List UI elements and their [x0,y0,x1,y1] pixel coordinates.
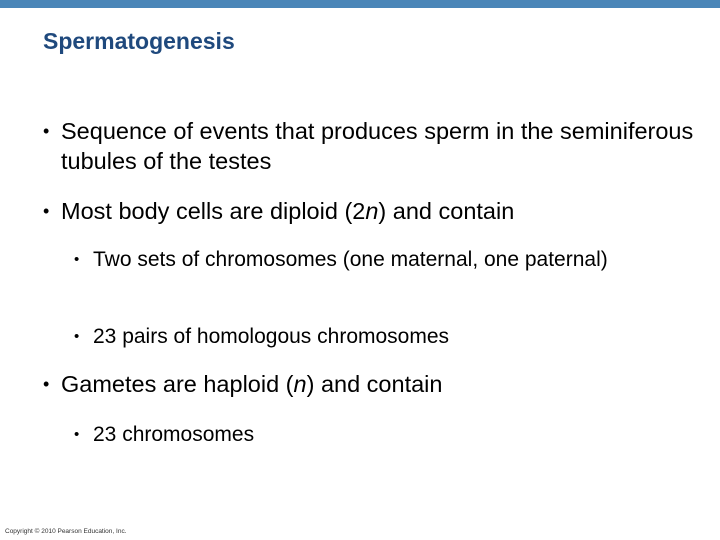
bullet-text [93,323,704,350]
bullet-text [61,369,703,399]
bullet-text-part: 23 chromosomes [93,423,255,446]
bullet-dot-icon: • [43,374,50,394]
bullet-text-part: Gametes are haploid ( [61,371,294,397]
bullet-gametes-haploid [43,369,703,399]
subbullet-two-sets-chromosomes [74,246,704,273]
bullet-dot-icon: • [43,201,50,221]
bullet-text [61,196,703,226]
bullet-text [93,246,704,273]
bullet-text [61,116,703,176]
slide-title: Spermatogenesis [43,28,235,54]
bullet-text-part: Sequence of events that produces sperm in the seminiferous tubules of the testes [61,118,694,174]
bullet-text [93,421,704,448]
italic-n: n [365,198,379,224]
bullet-sequence-of-events [43,116,703,176]
bullet-text-part: Most body cells are diploid (2 [61,198,366,224]
copyright-footer: Copyright © 2010 Pearson Education, Inc. [5,528,127,535]
bullet-dot-icon: • [74,251,80,268]
bullet-dot-icon: • [74,328,80,345]
subbullet-23-pairs [74,323,704,350]
italic-n: n [293,371,307,397]
bullet-dot-icon: • [43,121,50,141]
bullet-dot-icon: • [74,426,80,443]
subbullet-23-chromosomes [74,421,704,448]
bullet-text-part: Two sets of chromosomes (one maternal, one paternal) [93,248,608,271]
bullet-body-cells-diploid [43,196,703,226]
bullet-text-part: ) and contain [306,371,443,397]
bullet-text-part: ) and contain [378,198,515,224]
bullet-text-part: 23 pairs of homologous chromosomes [93,325,450,348]
